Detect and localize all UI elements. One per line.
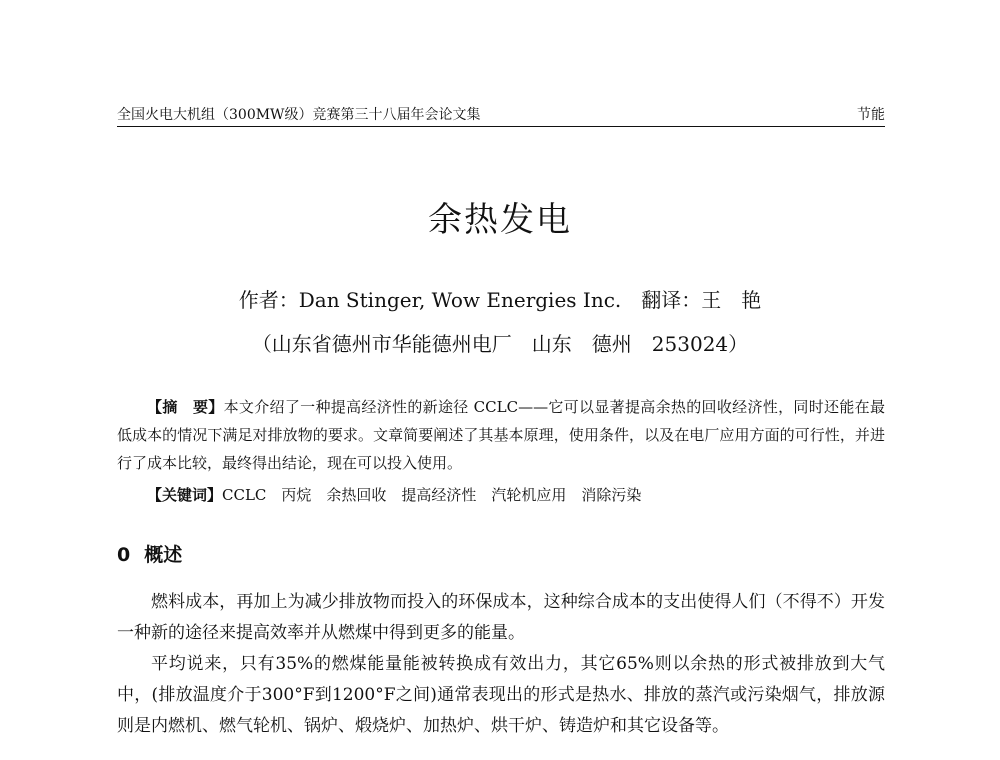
- header-left-text: 全国火电大机组（300MW级）竞赛第三十八届年会论文集: [117, 107, 481, 123]
- author-line: 作者：Dan Stinger, Wow Energies Inc. 翻译：王 艳: [238, 288, 762, 312]
- keywords-line: [147, 484, 887, 505]
- running-header: [117, 104, 885, 126]
- affiliation-line: （山东省德州市华能德州电厂 山东 德州 253024）: [251, 332, 749, 356]
- keywords-label: 【关键词】: [147, 486, 223, 504]
- page-title: 余热发电: [428, 200, 572, 240]
- body-text: [117, 587, 885, 742]
- abstract-paragraph: [117, 393, 885, 477]
- section-title: 概述: [144, 544, 183, 566]
- section-heading: [117, 540, 182, 567]
- keywords-text: CCLC 丙烷 余热回收 提高经济性 汽轮机应用 消除污染: [222, 486, 642, 504]
- abstract-block: [117, 393, 885, 477]
- abstract-label: 【摘 要】: [147, 398, 224, 416]
- body-paragraph-2: 平均说来，只有35%的燃煤能量能被转换成有效出力，其它65%则以余热的形式被排放到大气中，(排放温度介于300°F到1200°F之间)通常表现出的形式是热水、排放的蒸汽或污染烟气，排放源则是内燃机、燃气轮机、锅炉、煅烧炉、加热炉、烘干炉、铸造炉和其它设备等。: [117, 654, 885, 736]
- body-paragraph-1: 燃料成本，再加上为减少排放物而投入的环保成本，这种综合成本的支出使得人们（不得不）开发一种新的途径来提高效率并从燃煤中得到更多的能量。: [117, 592, 885, 643]
- header-right-text: 节能: [857, 107, 885, 123]
- header-rule: [117, 126, 885, 127]
- abstract-text: 本文介绍了一种提高经济性的新途径 CCLC——它可以显著提高余热的回收经济性，同时还能在最低成本的情况下满足对排放物的要求。文章简要阐述了其基本原理，使用条件，以及在电厂应用方面的可行性，并进行了成本比较，最终得出结论，现在可以投入使用。: [117, 398, 885, 472]
- section-number: 0: [117, 544, 131, 566]
